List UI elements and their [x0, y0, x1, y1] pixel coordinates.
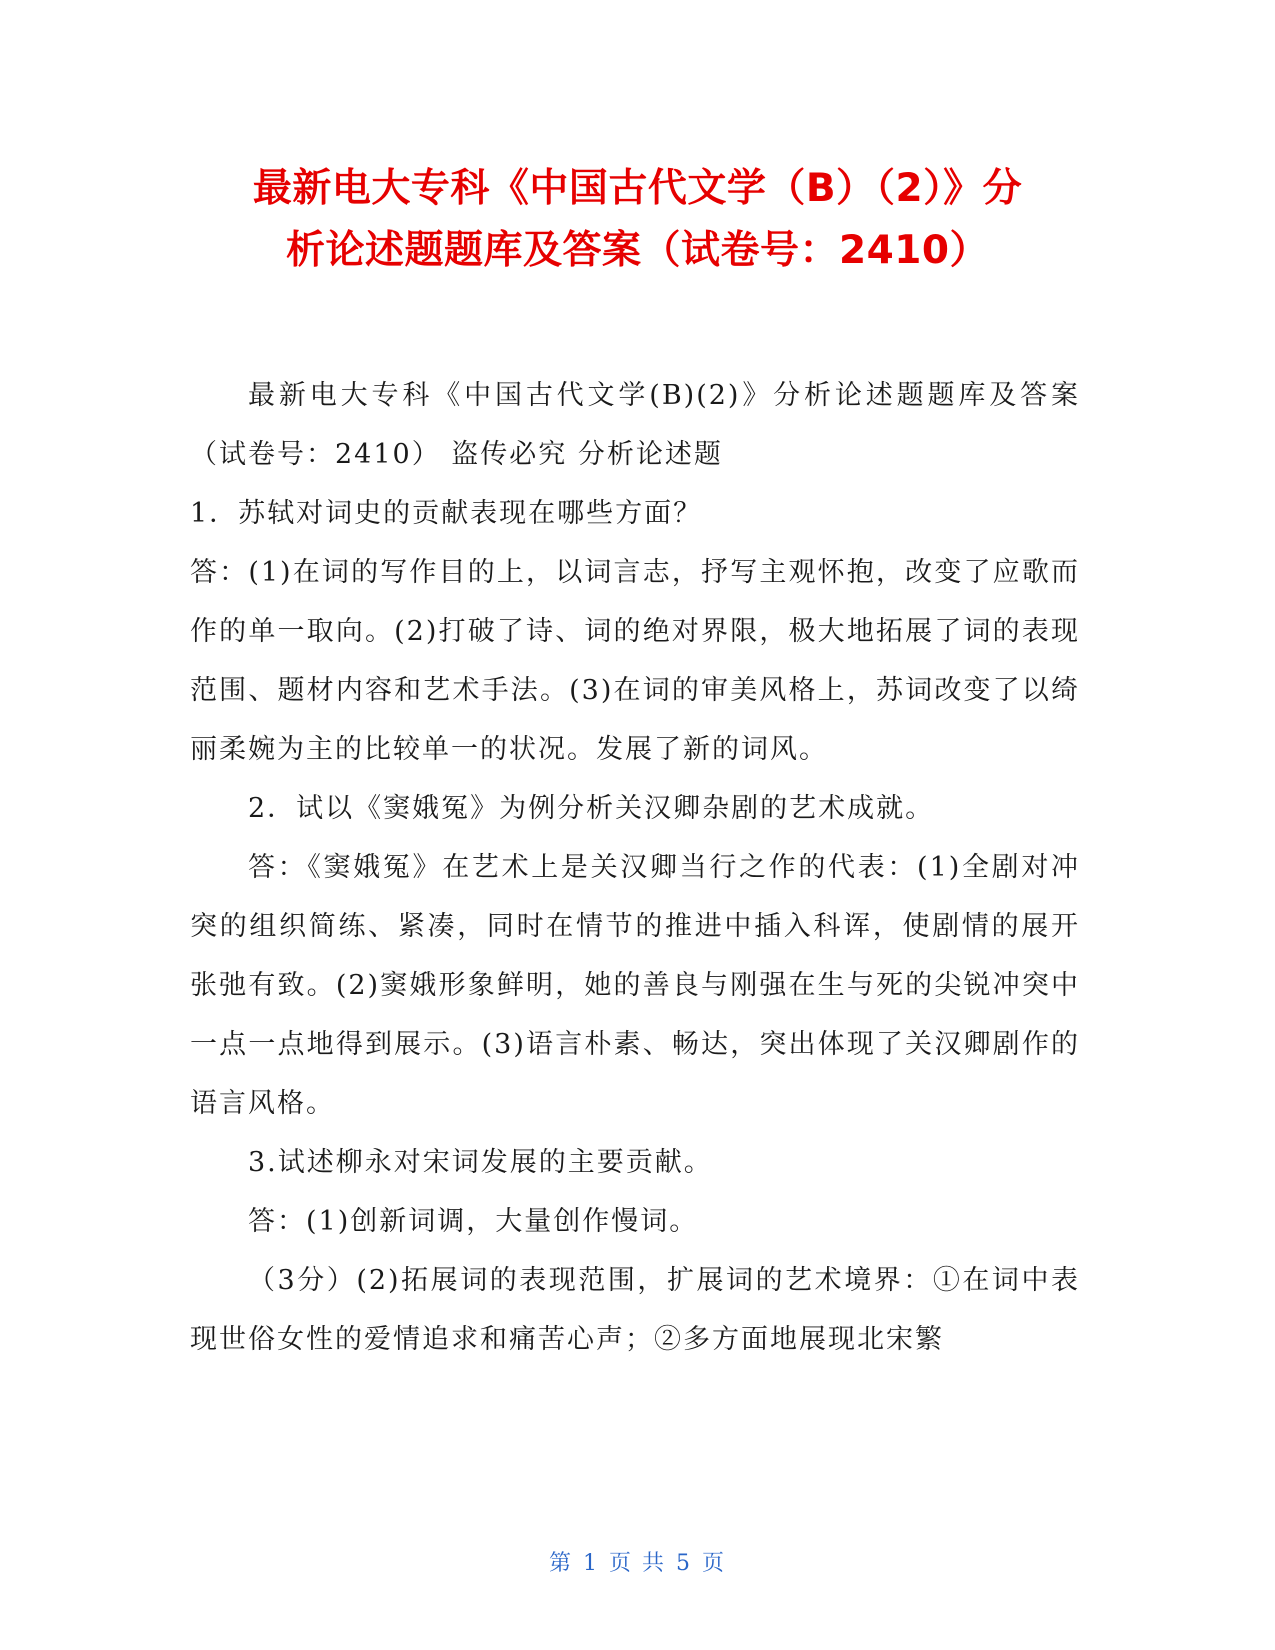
question-1: 1．苏轼对词史的贡献表现在哪些方面？: [190, 498, 703, 529]
title-line-1: 最新电大专科《中国古代文学（B）（2）》分: [252, 166, 1023, 211]
document-title: [150, 158, 1125, 282]
document-body: [190, 366, 1080, 1369]
answer-3-part-2: （3分）(2)拓展词的表现范围，扩展词的艺术境界：①在词中表现世俗女性的爱情追求和痛苦心声；②多方面地展现北宋繁: [190, 1265, 1080, 1355]
footer-label-of: 页 共: [609, 1551, 666, 1576]
intro-paragraph: 最新电大专科《中国古代文学(B)(2)》分析论述题题库及答案（试卷号：2410） 盗传必究 分析论述题: [190, 380, 1080, 470]
footer-label-end: 页: [702, 1551, 727, 1576]
answer-2: 答：《窦娥冤》在艺术上是关汉卿当行之作的代表：(1)全剧对冲突的组织简练、紧凑，同时在情节的推进中插入科诨，使剧情的展开张弛有致。(2)窦娥形象鲜明，她的善良与刚强在生与死的尖锐冲突中一点一点地得到展示。(3)语言朴素、畅达，突出体现了关汉卿剧作的语言风格。: [190, 852, 1080, 1119]
footer-total-pages: 5: [676, 1551, 692, 1576]
answer-1: 答：(1)在词的写作目的上，以词言志，抒写主观怀抱，改变了应歌而作的单一取向。(2)打破了诗、词的绝对界限，极大地拓展了词的表现范围、题材内容和艺术手法。(3)在词的审美风格上，苏词改变了以绮丽柔婉为主的比较单一的状况。发展了新的词风。: [190, 557, 1080, 765]
answer-3-part-1: 答：(1)创新词调，大量创作慢词。: [248, 1206, 699, 1237]
question-3: 3.试述柳永对宋词发展的主要贡献。: [248, 1147, 713, 1178]
footer-current-page: 1: [583, 1551, 599, 1576]
footer-label-page: 第: [548, 1551, 573, 1576]
title-line-2: 析论述题题库及答案（试卷号：2410）: [285, 228, 990, 273]
question-2: 2．试以《窦娥冤》为例分析关汉卿杂剧的艺术成就。: [248, 793, 935, 824]
page-footer: [0, 1546, 1275, 1577]
